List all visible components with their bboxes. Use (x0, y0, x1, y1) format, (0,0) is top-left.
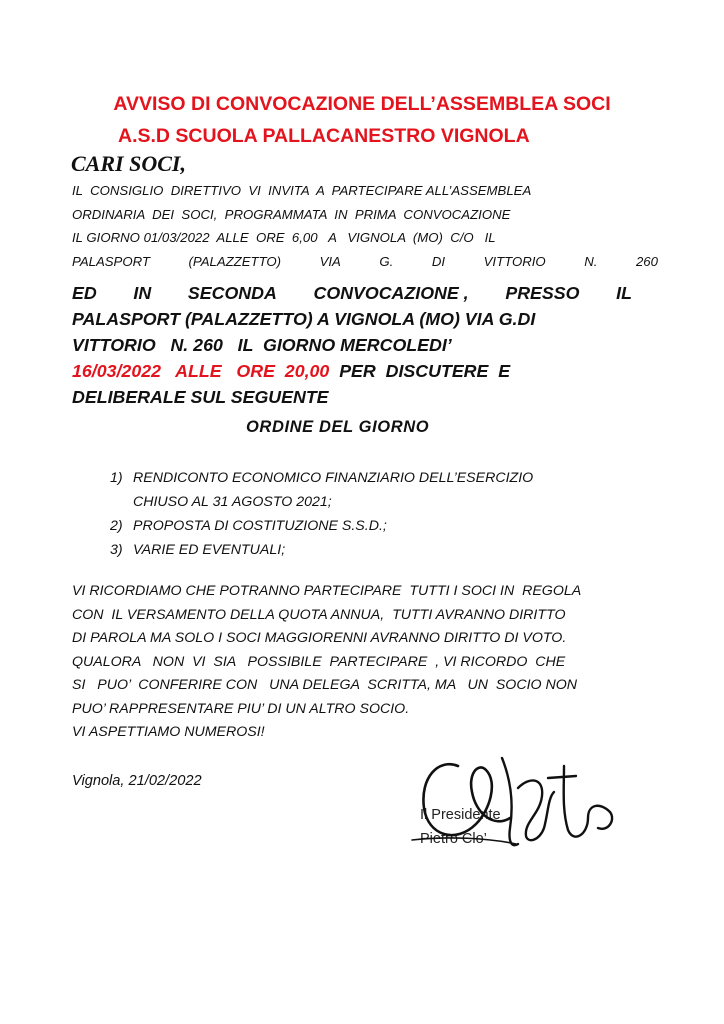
word: IN (133, 283, 152, 303)
word: G. (379, 253, 394, 269)
agenda-item-text: VARIE ED EVENTUALI; (133, 542, 286, 558)
word: PRESSO (505, 283, 580, 303)
closing-paragraph (72, 580, 652, 745)
word: VIA (319, 253, 341, 269)
closing-line: DI PAROLA MA SOLO I SOCI MAGGIORENNI AVRANNO DIRITTO DI VOTO. (72, 630, 567, 646)
closing-line: CON IL VERSAMENTO DELLA QUOTA ANNUA, TUTTI AVRANNO DIRITTO (72, 606, 566, 623)
agenda-item (110, 466, 533, 490)
closing-line: QUALORA NON VI SIA POSSIBILE PARTECIPARE , VI RICORDO CHE (72, 653, 566, 670)
association-name: A.S.D SCUOLA PALLACANESTRO VIGNOLA (118, 125, 530, 147)
word: DI (431, 253, 446, 269)
agenda-item (110, 514, 533, 538)
agenda-item-number: 2) (110, 518, 123, 534)
intro-line: IL CONSIGLIO DIRETTIVO VI INVITA A PARTECIPARE ALL’ASSEMBLEA (72, 183, 532, 198)
closing-line: PUO’ RAPPRESENTARE PIU’ DI UN ALTRO SOCIO. (72, 700, 410, 717)
closing-line: SI PUO’ CONFERIRE CON UNA DELEGA SCRITTA, MA UN SOCIO NON (72, 677, 578, 693)
word: (PALAZZETTO) (188, 253, 282, 269)
agenda-item-text: PROPOSTA DI COSTITUZIONE S.S.D.; (133, 518, 387, 534)
intro-line: ORDINARIA DEI SOCI, PROGRAMMATA IN PRIMA CONVOCAZIONE (72, 206, 511, 222)
agenda-heading: ORDINE DEL GIORNO (246, 418, 430, 436)
second-call-paragraph (72, 280, 632, 410)
agenda-item-continuation (110, 490, 533, 514)
signatory-name: Pietro Clo’ (420, 831, 487, 847)
meeting-datetime: 16/03/2022 ALLE ORE 20,00 (72, 361, 330, 381)
agenda-item-text: CHIUSO AL 31 AGOSTO 2021; (133, 494, 332, 510)
agenda-item-text: RENDICONTO ECONOMICO FINANZIARIO DELL’ESERCIZIO (133, 470, 534, 486)
second-call-line: VITTORIO N. 260 IL GIORNO MERCOLEDI’ (72, 335, 452, 355)
second-call-date-line (72, 358, 632, 384)
second-call-line: PALASPORT (PALAZZETTO) A VIGNOLA (MO) VIA G.DI (72, 309, 536, 329)
word: N. (584, 253, 598, 269)
agenda-item-number: 3) (110, 542, 123, 558)
handwritten-signature (398, 748, 638, 858)
agenda-list (110, 466, 533, 562)
agenda-item-number: 1) (110, 470, 123, 486)
second-call-line (72, 280, 632, 306)
word: CONVOCAZIONE , (313, 283, 469, 303)
closing-line: VI ASPETTIAMO NUMEROSI! (72, 724, 265, 740)
word: PALASPORT (72, 253, 150, 269)
agenda-item (110, 538, 533, 562)
word: ED (72, 283, 97, 303)
word: 260 (635, 253, 658, 269)
intro-line: IL GIORNO 01/03/2022 ALLE ORE 6,00 A VIGNOLA (MO) C/O IL (72, 230, 496, 245)
second-call-line: DELIBERALE SUL SEGUENTE (72, 387, 329, 407)
notice-title: AVVISO DI CONVOCAZIONE DELL’ASSEMBLEA SOCI (113, 93, 611, 115)
closing-line: VI RICORDIAMO CHE POTRANNO PARTECIPARE TUTTI I SOCI IN REGOLA (72, 583, 582, 599)
second-call-rest: PER DISCUTERE E (329, 361, 511, 381)
intro-line-venue (72, 250, 658, 274)
word: VITTORIO (483, 253, 546, 269)
word: IL (616, 283, 632, 303)
word: SECONDA (187, 283, 277, 303)
greeting: CARI SOCI, (71, 151, 186, 176)
intro-paragraph (72, 179, 658, 273)
document-date: Vignola, 21/02/2022 (72, 773, 202, 789)
signatory-role: Il Presidente (420, 807, 501, 823)
